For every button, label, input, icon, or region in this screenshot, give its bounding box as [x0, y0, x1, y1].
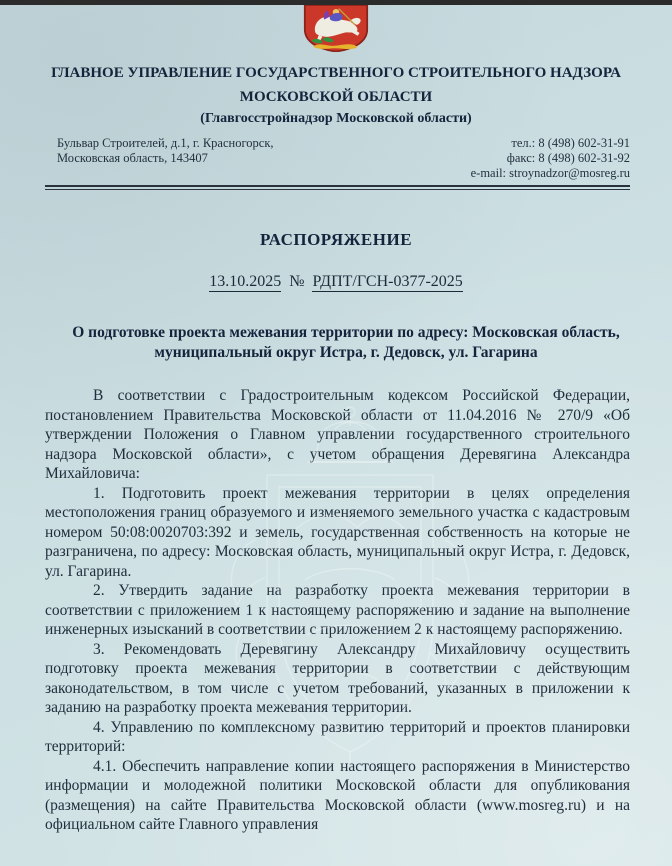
address-line1: Бульвар Строителей, д.1, г. Красногорск, [57, 136, 274, 150]
header-emblem [0, 0, 672, 52]
document-type-title: РАСПОРЯЖЕНИЕ [259, 230, 413, 249]
paragraph-item-4-1: 4.1. Обеспечить направление копии настоящего распоряжения в Министерство информации и молодежной политики Московской области для опубликования (размещения) на сайте Правительства Московской области (www.mosreg.ru) и на официальном сайте Главного управления [45, 757, 630, 833]
org-name-line2: МОСКОВСКОЙ ОБЛАСТИ [239, 89, 433, 105]
document-body [45, 386, 630, 835]
paragraph-item-4: 4. Управлению по комплексному развитию территорий и проектов планировки территорий: [45, 718, 630, 755]
top-edge-bar [0, 0, 672, 5]
address-line2: Московская область, 143407 [57, 151, 208, 165]
document-subject: О подготовке проекта межевания территории по адресу: Московская область, муниципальный округ Истра, г. Дедовск, ул. Гагарина [72, 324, 620, 361]
phone: тел.: 8 (498) 602-31-91 [511, 136, 630, 150]
paragraph-item-2: 2. Утвердить задание на разработку проекта межевания территории в соответствии с приложением 1 к настоящему распоряжению и задание на выполнение инженерных изысканий в соответствии с приложением 2 к настоящему распоряжению. [45, 582, 630, 638]
fax: факс: 8 (498) 602-31-92 [506, 151, 630, 165]
number-sign: № [289, 273, 305, 290]
paragraph-item-3: 3. Рекомендовать Деревягину Александру Михайловичу осуществить подготовку проекта межевания территории в соответствии с действующим законодательством, в том числе с учетом требований, указанных в приложении к заданию на разработку проекта межевания территории. [45, 640, 630, 716]
email: e-mail: stroynadzor@mosreg.ru [470, 166, 630, 180]
paragraph-item-1: 1. Подготовить проект межевания территории в целях определения местоположения границ образуемого и изменяемого земельного участка с кадастровым номером 50:08:0020703:392 и земель, государственная собственность на которые не разграничена, по адресу: Московская область, муниципальный округ Истра, г. Дедовск, ул. Гагарина. [45, 484, 630, 580]
header-divider [45, 185, 630, 190]
org-short-name: (Главгосстройнадзор Московской области) [200, 111, 472, 126]
contact-block [57, 136, 630, 181]
moscow-region-coat-of-arms-icon [299, 5, 373, 52]
org-name-line1: ГЛАВНОЕ УПРАВЛЕНИЕ ГОСУДАРСТВЕННОГО СТРОИТЕЛЬНОГО НАДЗОРА [51, 65, 621, 81]
document-date: 13.10.2025 [209, 273, 282, 290]
paragraph-preamble: В соответствии с Градостроительным кодексом Российской Федерации, постановлением Правительства Московской области от 11.04.2016 № 270/9 «Об утверждении Положения о Главном управлении государственного строительного надзора Московской области», с учетом обращения Деревягина Александра Михайловича: [45, 387, 630, 482]
org-contacts [471, 136, 630, 181]
document-date-number [0, 273, 672, 291]
org-address [57, 136, 274, 166]
document-number: РДПТ/ГСН-0377-2025 [312, 273, 463, 290]
